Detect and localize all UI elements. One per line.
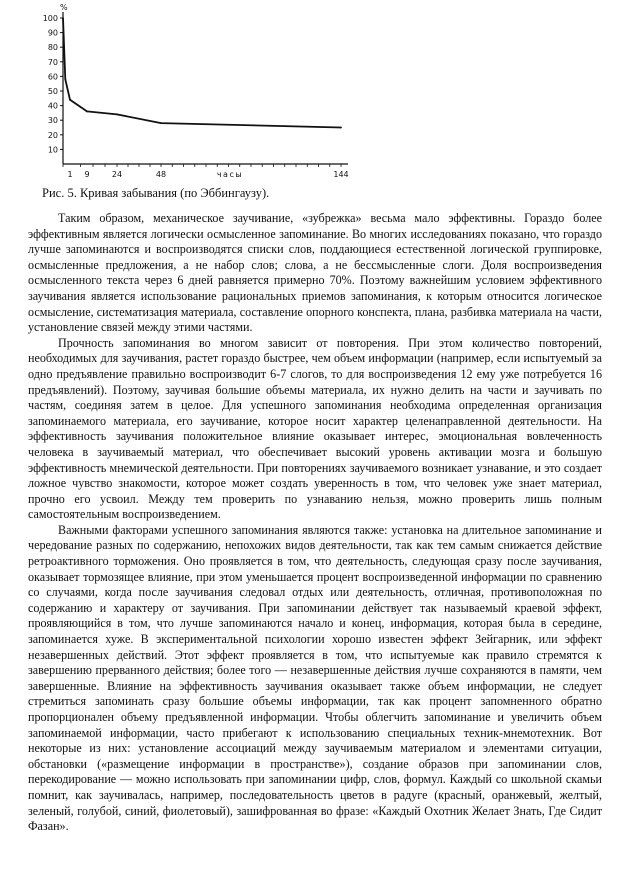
y-tick-label: 90 (47, 28, 58, 38)
forgetting-curve-line (63, 18, 341, 128)
data-point (340, 127, 342, 129)
y-tick-label: 40 (47, 101, 58, 111)
data-point (64, 78, 66, 80)
x-tick-label: 48 (155, 170, 167, 179)
data-point (62, 17, 64, 19)
y-tick-label: 60 (47, 72, 58, 82)
x-tick-label: 9 (84, 170, 90, 179)
figure-caption: Рис. 5. Кривая забывания (по Эббингаузу). (42, 186, 270, 200)
x-axis-label: часы (216, 170, 244, 179)
y-tick-label: 70 (47, 57, 58, 67)
y-axis-label: % (60, 3, 68, 12)
forgetting-curve-figure (30, 2, 370, 202)
y-tick-label: 50 (47, 87, 58, 96)
y-tick-label: 100 (42, 14, 58, 23)
body-text (28, 211, 602, 835)
forgetting-curve-chart (30, 2, 370, 188)
data-point (116, 113, 118, 115)
paragraph-2: Прочность запоминания во многом зависит от повторения. При этом количество повторений, необходимых для заучивания, растет гораздо быстрее, чем объем информации (например, если испытуемый за одно предъявление правильно воспроизводит 6-7 слогов, то для воспроизведения 12 ему уже потребуется 16 предъявлений). Поэтому, заучивая большие объемы материала, их нужно делить на части и заучивать по частям, соединяя затем в целое. Для успешного запоминания необходима определенная организация запоминаемого материала, его заучивание, которое носит характер целенаправленной деятельности. На эффективность заучивания положительное влияние оказывает интерес, эмоциональная вовлеченность человека в заучиваемый материал, что обеспечивает высокий уровень активации мозга и большую эффективность мнемической деятельности. При повторениях заучиваемого возникает узнавание, и это создает ложное чувство знакомости, которое может создать уверенность в том, что человек уже знает материал, прочно его усвоил. Между тем проверить по узнаванию нельзя, можно проверить лишь полным самостоятельным воспроизведением. (28, 335, 602, 522)
y-tick-label: 10 (47, 145, 58, 155)
data-point (86, 111, 88, 113)
y-tick-label: 30 (47, 116, 58, 126)
y-tick-label: 80 (47, 43, 58, 53)
data-point (69, 99, 71, 101)
x-tick-label: 144 (333, 170, 349, 179)
y-tick-label: 20 (47, 130, 58, 140)
paragraph-3: Важными факторами успешного запоминания являются также: установка на длительное запоминание и чередование разных по содержанию, непохожих видов деятельности, так как тем самым снижается действие ретроактивного торможения. Оно проявляется в том, что деятельность, следующая сразу после заучивания, оказывает тормозящее влияние, при этом уменьшается процент воспроизведенной информации по сравнению со случаями, когда после заучивания следовал отдых или деятельность, отличная, противоположная по содержанию и характеру от заучивания. При запоминании действует так называемый краевой эффект, проявляющийся в том, что лучше запоминаются начало и конец, информация, которая была в середине, запоминается хуже. В экспериментальной психологии хорошо известен эффект Зейгарник, или эффект незавершенных действий. Этот эффект проявляется в том, что испытуемые как правило стремятся к завершению прерванного действия; более того — незавершенные действия лучше сохраняются в памяти, чем завершенные. Влияние на эффективность заучивания оказывает также объем информации, не следует стремиться запоминать сразу большие объемы информации, так как процент запомненного обратно пропорционален объему предъявленной информации. Чтобы облегчить запоминание и увеличить объем запоминаемой информации, часто прибегают к использованию специальных техник-мнемотехник. Вот некоторые из них: установление ассоциаций между заучиваемым материалом и элементами ситуации, обстановки («размещение информации в пространстве»), создание образов при запоминании слов, перекодирование — можно использовать при запоминании цифр, слов, формул. Каждый со школьной скамьи помнит, как заучивалась, например, последовательность цветов в радуге (красный, оранжевый, желтый, зеленый, голубой, синий, фиолетовый), зашифрованная во фразе: «Каждый Охотник Желает Знать, Где Сидит Фазан». (28, 522, 602, 834)
x-tick-label: 24 (111, 170, 123, 179)
data-point (160, 122, 162, 124)
paragraph-1: Таким образом, механическое заучивание, «зубрежка» весьма мало эффективны. Гораздо более эффективным является логически осмысленное запоминание. Во многих исследованиях показано, что гораздо лучше запоминаются и воспроизводятся списки слов, поддающиеся естественной логической группировке, осмысленные предложения, а не набор слов; слова, а не бессмысленные слоги. Доля воспроизведения осмысленного текста через 6 дней равняется примерно 70%. Поэтому важнейшим условием эффективного заучивания является использование рациональных приемов запоминания, к которым относится логическое осмысление, систематизация материала, составление опорного конспекта, плана, разбивка материала на части, установление связей между этими частями. (28, 211, 602, 335)
x-tick-label: 1 (67, 170, 73, 179)
